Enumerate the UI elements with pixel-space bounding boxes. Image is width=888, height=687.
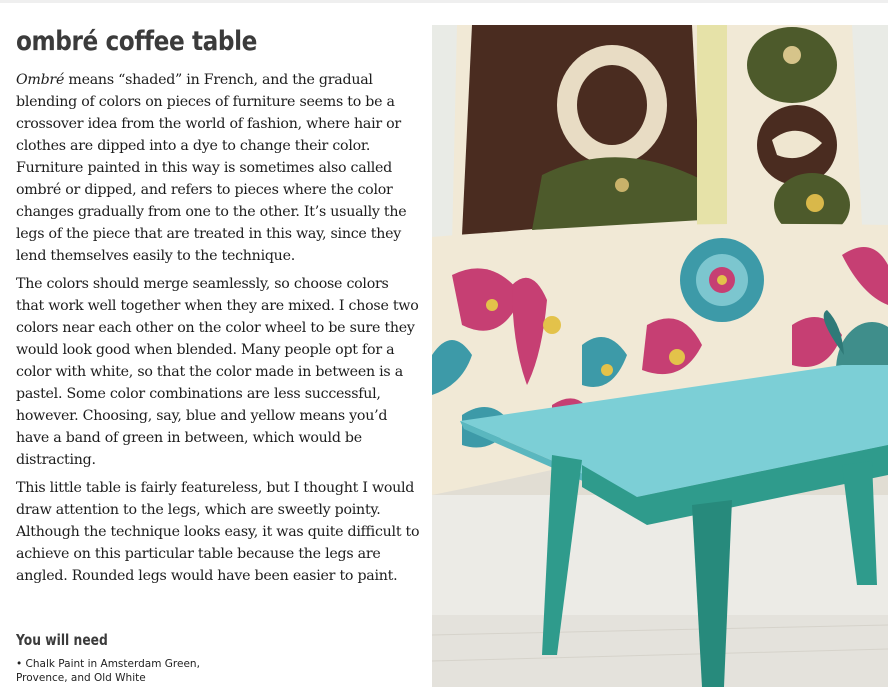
page-top-strip [0,0,888,3]
article-title: ombré coffee table [16,26,257,57]
paragraph-intro-body: means “shaded” in French, and the gradual blending of colors on pieces of furniture seems to be a crossover idea from the world of fashion, where hair or clothes are dipped into a dye to change their color. Furniture painted in this way is sometimes also called ombré or dipped, and refers to pieces where the color changes gradually from one to the other. It’s usually the legs of the piece that are treated in this way, since they lend themselves easily to the technique. [16,72,407,264]
paragraph-table: This little table is fairly featureless, but I thought I would draw attention to the legs, which are sweetly pointy. Although the technique looks easy, it was quite difficult to achieve on this particular table because the legs are angled. Rounded legs would have been easier to paint. [16,480,420,584]
paragraph-intro [16,69,420,267]
materials-list-item: • Chalk Paint in Amsterdam Green, Provence, and Old White [16,658,200,684]
back-cushion [452,25,862,245]
photo-illustration [432,25,888,687]
ombre-lead-word: Ombré [16,72,65,88]
article-text-column [16,24,420,593]
paragraph-colors: The colors should merge seamlessly, so choose colors that work well together when they are mixed. I chose two colors near each other on the color wheel to be sure they would look good when blended. Many people opt for a color with white, so that the color made in between is a pastel. Some color combinations are less successful, however. Choosing, say, blue and yellow means you’d have a band of green in between, which would be distracting. [16,276,419,468]
you-will-need-heading: You will need [16,631,108,649]
ombre-table-photo [432,25,888,687]
